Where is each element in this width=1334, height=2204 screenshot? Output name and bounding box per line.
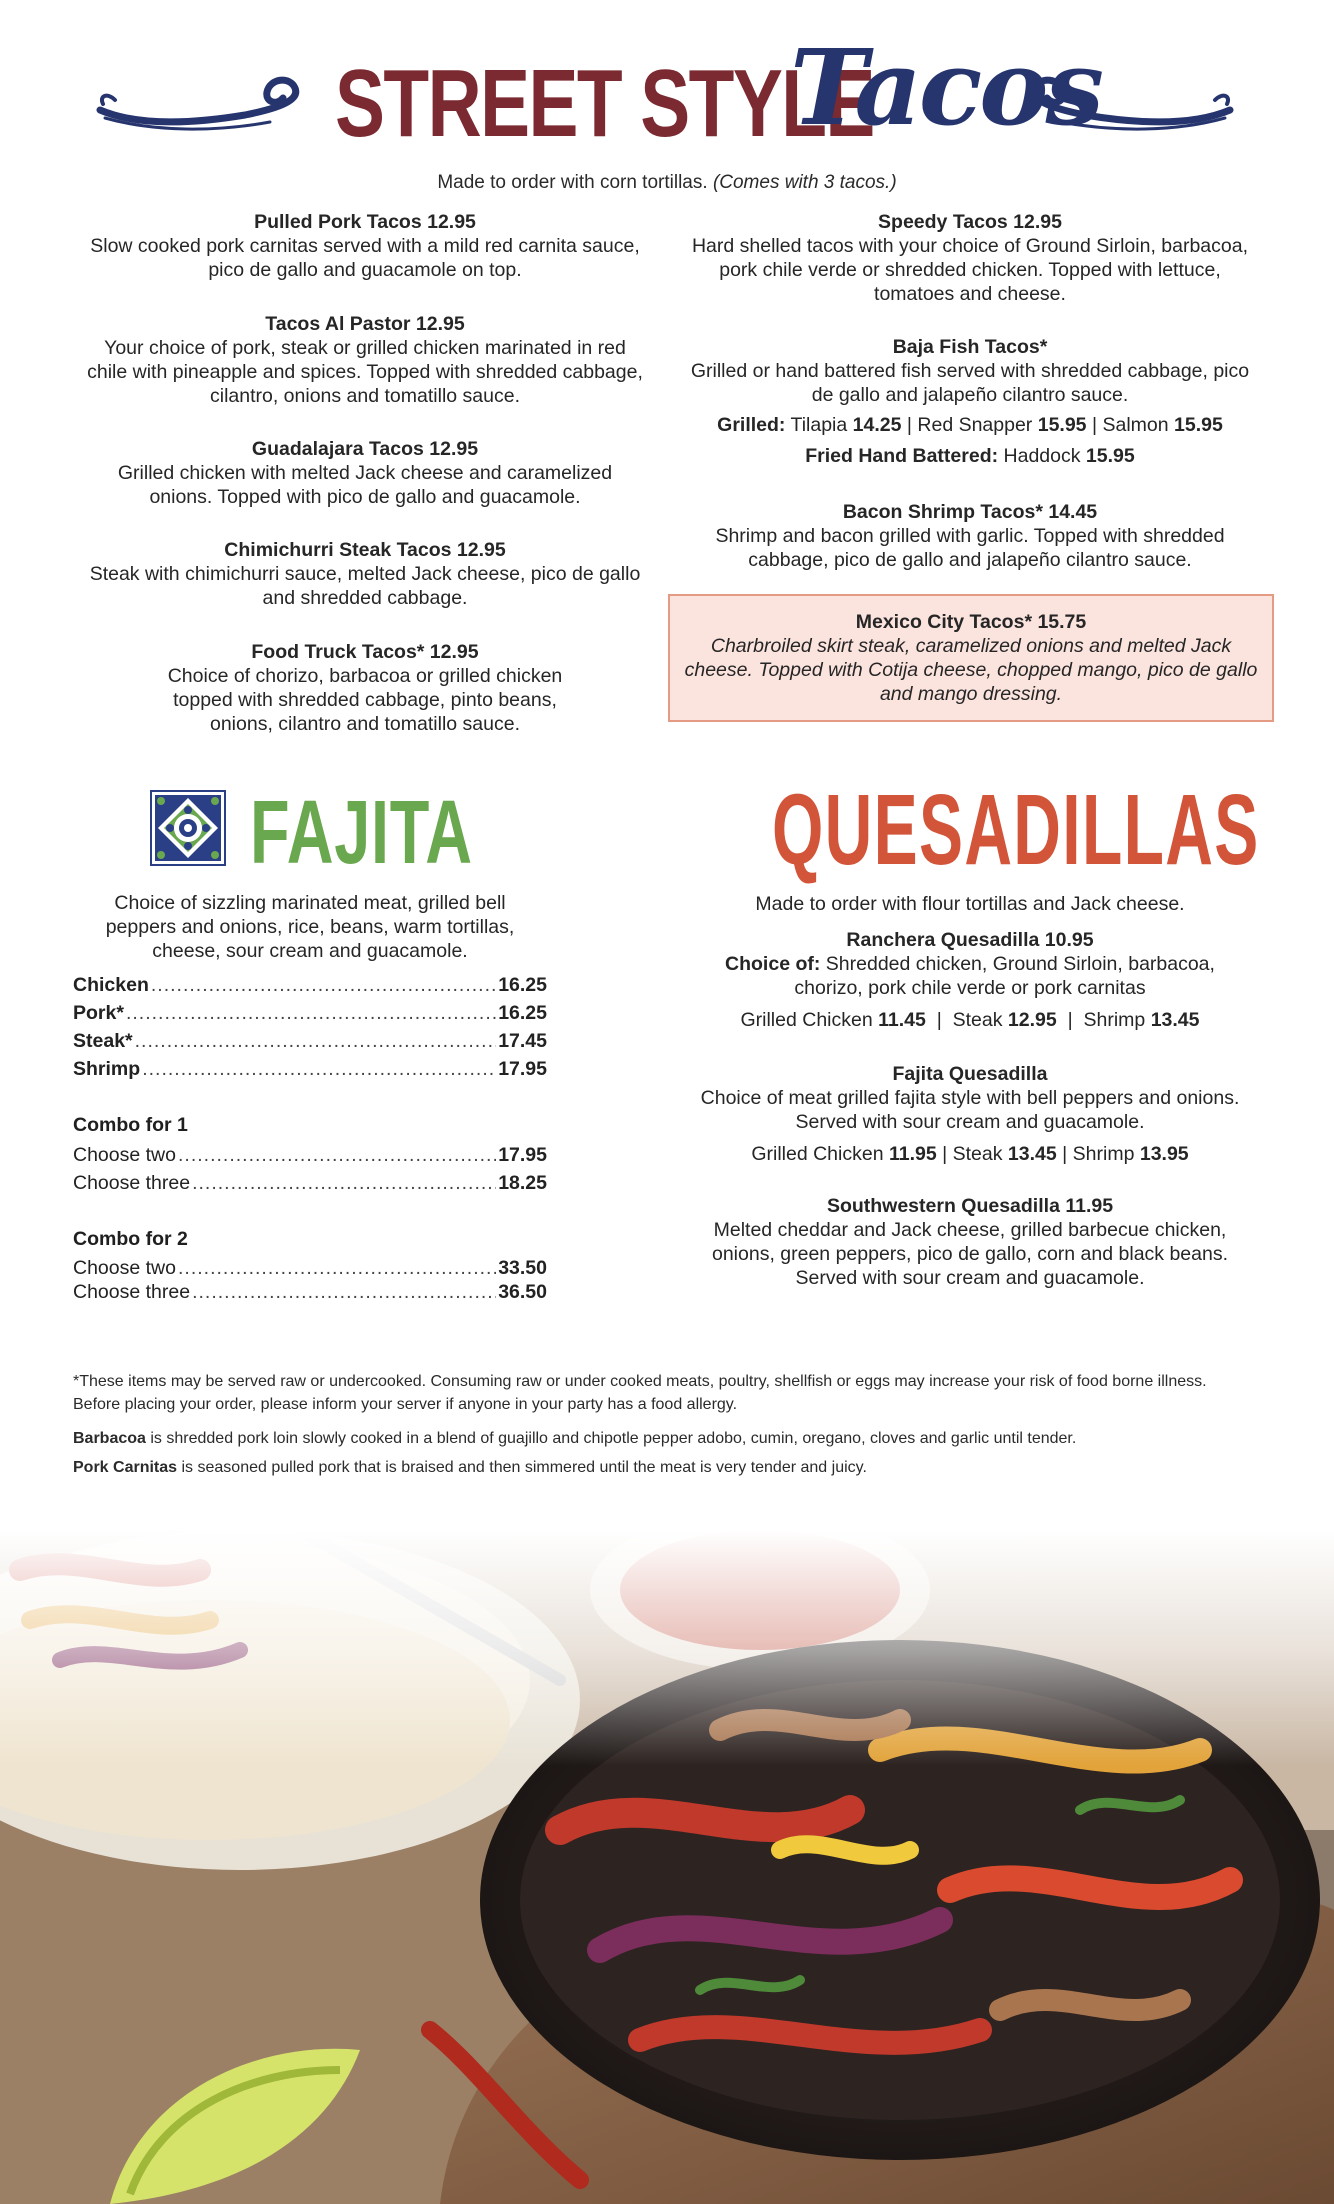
fajita-price-row: Steak* ..... 17.45 [73,1029,547,1053]
title-street-style: STREET STYLE [335,50,874,157]
talavera-tile-icon [150,790,226,866]
menu-item-food-truck-tacos: Food Truck Tacos* 12.95 Choice of chorizo, barbacoa or grilled chicken topped with shredded cabbage, pinto beans, onions, cilantro and tomatillo sauce. [167,641,563,735]
fajita-quesadilla-options: Grilled Chicken 11.95 | Steak 13.45 | Shrimp 13.95 [751,1143,1189,1165]
menu-item-chimichurri-steak-tacos: Chimichurri Steak Tacos 12.95 Steak with chimichurri sauce, melted Jack cheese, pico de gallo and shredded cabbage. [89,539,641,609]
menu-item-mexico-city-tacos: Mexico City Tacos* 15.75 Charbroiled skirt steak, caramelized onions and melted Jack cheese. Topped with Cotija cheese, chopped mango, pico de gallo and mango dressing. [684,611,1258,705]
swirl-ornament-right-icon [1025,70,1235,140]
baja-grilled-prices: Grilled: Tilapia 14.25 | Red Snapper 15.95 | Salmon 15.95 [717,414,1223,436]
quesadillas-title: QUESADILLAS [772,774,1260,886]
baja-fried-prices: Fried Hand Battered: Haddock 15.95 [805,445,1135,467]
raw-food-warning: *These items may be served raw or undercooked. Consuming raw or under cooked meats, poultry, shellfish or eggs may increase your risk of food borne illness. Before placing your order, please inform your server if anyone in your party has a food allergy. [73,1373,1207,1413]
menu-item-speedy-tacos: Speedy Tacos 12.95 Hard shelled tacos with your choice of Ground Sirloin, barbacoa, pork chile verde or shredded chicken. Topped with lettuce, tomatoes and cheese. [691,211,1249,305]
combo-2-two-row: Choose two ..... 33.50 [73,1256,547,1280]
menu-item-fajita-quesadilla: Fajita Quesadilla Choice of meat grilled fajita style with bell peppers and onions. Served with sour cream and guacamole. Grilled Chicken 11.95 | Steak 13.45 | Shrimp 13.95 [670,1062,1270,1166]
fajita-food-photo [0,1530,1334,2204]
menu-item-guadalajara-tacos: Guadalajara Tacos 12.95 Grilled chicken with melted Jack cheese and caramelized onions. Topped with pico de gallo and guacamole. [117,438,613,508]
tacos-intro: Made to order with corn tortillas. (Comes with 3 tacos.) [437,172,897,193]
fajita-description: Choice of sizzling marinated meat, grilled bell peppers and onions, rice, beans, warm tortillas, cheese, sour cream and guacamole. [105,892,515,962]
title-tacos-script: Tacos [790,26,1102,149]
combo-2-three-row: Choose three ..... 36.50 [73,1280,547,1304]
ranchera-options: Grilled Chicken 11.45 | Steak 12.95 | Shrimp 13.45 [740,1009,1200,1031]
fajita-heading [150,783,490,883]
menu-item-ranchera-quesadilla: Ranchera Quesadilla 10.95 Choice of: Shredded chicken, Ground Sirloin, barbacoa, chorizo, pork chile verde or pork carnitas Grilled Chicken 11.45 | Steak 12.95 | Shrimp 13.45 [680,928,1260,1032]
combo-1-two-row: Choose two ..... 17.95 [73,1143,547,1167]
fajita-price-row: Chicken ..... 16.25 [73,973,547,997]
fajita-price-row: Shrimp ..... 17.95 [73,1057,547,1081]
combo-1-heading: Combo for 1 [73,1114,188,1136]
fajita-price-row: Pork* ..... 16.25 [73,1001,547,1025]
barbacoa-note: Barbacoa is shredded pork loin slowly cooked in a blend of guajillo and chipotle pepper adobo, cumin, oregano, cloves and garlic until tender. [73,1430,1077,1447]
menu-item-bacon-shrimp-tacos: Bacon Shrimp Tacos* 14.45 Shrimp and bacon grilled with garlic. Topped with shredded cabbage, pico de gallo and jalapeño cilantro sauce. [715,501,1225,571]
menu-item-pulled-pork-tacos: Pulled Pork Tacos 12.95 Slow cooked pork carnitas served with a mild red carnita sauce, pico de gallo and guacamole on top. [90,211,640,281]
fajita-title: FAJITA [250,783,473,883]
quesadillas-intro: Made to order with flour tortillas and Jack cheese. [755,893,1185,915]
menu-item-southwestern-quesadilla: Southwestern Quesadilla 11.95 Melted cheddar and Jack cheese, grilled barbecue chicken, onions, green peppers, pico de gallo, corn and black beans. Served with sour cream and guacamole. [711,1195,1229,1289]
menu-header [0,26,1334,160]
menu-item-baja-fish-tacos: Baja Fish Tacos* Grilled or hand battered fish served with shredded cabbage, pico de gallo and jalapeño cilantro sauce. Grilled: Tilapia 14.25 | Red Snapper 15.95 | Salmon 15.95 Fried Hand Battered: Haddock 15.95 [680,335,1260,468]
combo-1-three-row: Choose three ..... 18.25 [73,1171,547,1195]
swirl-ornament-left-icon [95,70,305,140]
menu-item-tacos-al-pastor: Tacos Al Pastor 12.95 Your choice of pork, steak or grilled chicken marinated in red chile with pineapple and spices. Topped with shredded cabbage, cilantro, onions and tomatillo sauce. [87,313,643,407]
combo-2-heading: Combo for 2 [73,1228,188,1250]
carnitas-note: Pork Carnitas is seasoned pulled pork that is braised and then simmered until the meat is very tender and juicy. [73,1459,867,1476]
